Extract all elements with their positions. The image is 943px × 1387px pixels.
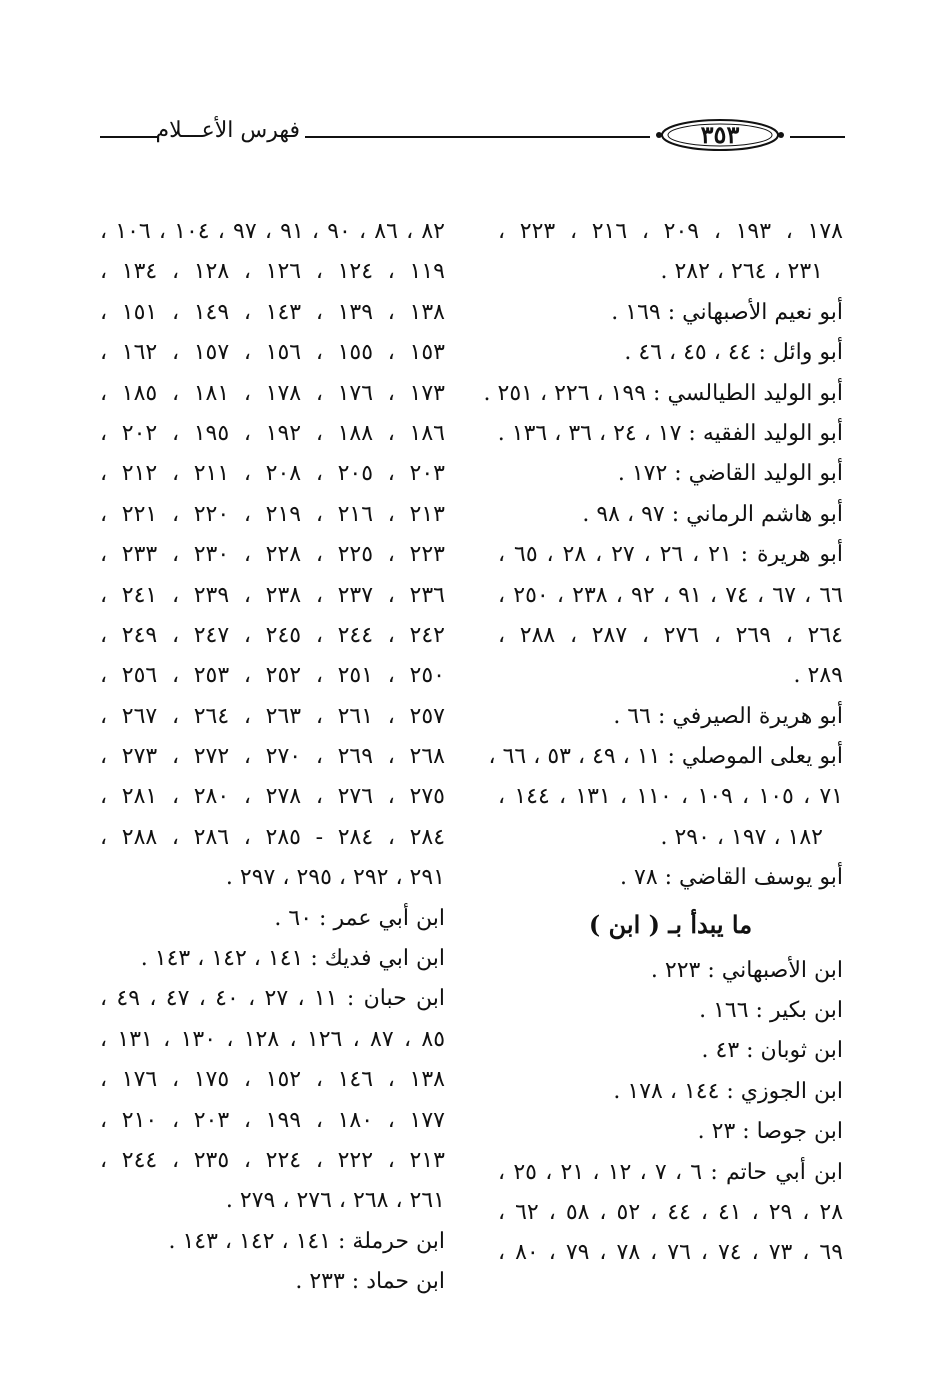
index-line: ١١٩ ، ١٢٤ ، ١٢٦ ، ١٢٨ ، ١٣٤ ، xyxy=(100,259,445,285)
index-line: ٢٣١ ، ٢٦٤ ، ٢٨٢ . xyxy=(660,259,823,285)
index-line: ٨٥ ، ٨٧ ، ١٢٦ ، ١٢٨ ، ١٣٠ ، ١٣١ ، xyxy=(100,1026,446,1052)
index-line: أبو وائل : ٤٤ ، ٤٥ ، ٤٦ . xyxy=(624,340,843,366)
index-line: ١٥٣ ، ١٥٥ ، ١٥٦ ، ١٥٧ ، ١٦٢ ، xyxy=(100,340,445,366)
index-line: أبو الوليد الفقيه : ١٧ ، ٢٤ ، ٣٦ ، ١٣٦ . xyxy=(497,420,843,446)
index-line: ٢٥٠ ، ٢٥١ ، ٢٥٢ ، ٢٥٣ ، ٢٥٦ ، xyxy=(100,663,445,689)
index-line: ٢٠٣ ، ٢٠٥ ، ٢٠٨ ، ٢١١ ، ٢١٢ ، xyxy=(100,461,445,487)
index-line: ١٨٦ ، ١٨٨ ، ١٩٢ ، ١٩٥ ، ٢٠٢ ، xyxy=(100,420,445,446)
page-number: ٣٥٣ xyxy=(700,120,740,149)
index-line: ابن الأصبهاني : ٢٢٣ . xyxy=(650,957,843,983)
page-header xyxy=(100,108,845,164)
header-rule-middle xyxy=(305,136,650,138)
index-line: ابن بكير : ١٦٦ . xyxy=(699,998,843,1024)
index-line: ٦٩ ، ٧٣ ، ٧٤ ، ٧٦ ، ٧٨ ، ٧٩ ، ٨٠ ، xyxy=(498,1240,844,1266)
right-column-entries-top xyxy=(483,212,844,899)
index-line: ابن حماد : ٢٣٣ . xyxy=(295,1269,445,1295)
index-line: أبو هريرة الصيرفي : ٦٦ . xyxy=(613,703,843,729)
index-line: ١٧٨ ، ١٩٣ ، ٢٠٩ ، ٢١٦ ، ٢٢٣ ، xyxy=(498,219,843,244)
index-line: ١٣٨ ، ١٤٦ ، ١٥٢ ، ١٧٥ ، ١٧٦ ، xyxy=(100,1067,445,1093)
index-line: ٢١٣ ، ٢١٦ ، ٢١٩ ، ٢٢٠ ، ٢٢١ ، xyxy=(100,501,445,527)
index-line: أبو يعلى الموصلي : ١١ ، ٤٩ ، ٥٣ ، ٦٦ ، xyxy=(488,744,843,770)
index-line: ١٧٧ ، ١٨٠ ، ١٩٩ ، ٢٠٣ ، ٢١٠ ، xyxy=(100,1107,445,1133)
right-column-entries-bottom xyxy=(498,951,843,1274)
index-line: ١٧٣ ، ١٧٦ ، ١٧٨ ، ١٨١ ، ١٨٥ ، xyxy=(100,380,445,406)
index-line: ٢٨٤ ، ٢٨٤ - ٢٨٥ ، ٢٨٦ ، ٢٨٨ ، xyxy=(100,824,446,850)
index-line: ٢٨ ، ٢٩ ، ٤١ ، ٤٤ ، ٥٢ ، ٥٨ ، ٦٢ ، xyxy=(498,1199,844,1225)
index-line: ٢٤٢ ، ٢٤٤ ، ٢٤٥ ، ٢٤٧ ، ٢٤٩ ، xyxy=(100,622,445,648)
index-line: ٢٢٣ ، ٢٢٥ ، ٢٢٨ ، ٢٣٠ ، ٢٣٣ ، xyxy=(100,542,445,568)
index-line: ٢٨٩ . xyxy=(793,663,843,689)
left-column-entries xyxy=(100,212,445,1303)
index-line: ١٨٢ ، ١٩٧ ، ٢٩٠ . xyxy=(660,824,823,850)
index-line: ابن ثوبان : ٤٣ . xyxy=(701,1038,843,1064)
index-line: أبو هريرة : ٢١ ، ٢٦ ، ٢٧ ، ٢٨ ، ٦٥ ، xyxy=(498,542,843,568)
index-line: ٢٦٤ ، ٢٦٩ ، ٢٧٦ ، ٢٨٧ ، ٢٨٨ ، xyxy=(498,622,843,648)
index-line: ابن الجوزي : ١٤٤ ، ١٧٨ . xyxy=(613,1078,843,1104)
index-line: ابن حبان : ١١ ، ٢٧ ، ٤٠ ، ٤٧ ، ٤٩ ، xyxy=(100,986,445,1012)
index-line: ١٣٨ ، ١٣٩ ، ١٤٣ ، ١٤٩ ، ١٥١ ، xyxy=(100,299,445,325)
index-line: أبو الوليد الطيالسي : ١٩٩ ، ٢٢٦ ، ٢٥١ . xyxy=(483,380,843,406)
index-line: ٢٧٥ ، ٢٧٦ ، ٢٧٨ ، ٢٨٠ ، ٢٨١ ، xyxy=(100,784,445,810)
index-line: ٢٦٨ ، ٢٦٩ ، ٢٧٠ ، ٢٧٢ ، ٢٧٣ ، xyxy=(100,744,445,770)
running-title: فهرس الأعـــلام xyxy=(155,118,300,143)
page-number-badge xyxy=(655,116,785,154)
index-line: ابن ابي فديك : ١٤١ ، ١٤٢ ، ١٤٣ . xyxy=(140,946,445,972)
index-line: ٢٣٦ ، ٢٣٧ ، ٢٣٨ ، ٢٣٩ ، ٢٤١ ، xyxy=(100,582,445,608)
index-column-right xyxy=(483,212,844,1274)
index-line: ابن حرملة : ١٤١ ، ١٤٢ ، ١٤٣ . xyxy=(168,1228,445,1254)
index-line: ٧١ ، ١٠٥ ، ١٠٩ ، ١١٠ ، ١٣١ ، ١٤٤ ، xyxy=(498,784,844,810)
index-line: ٢٩١ ، ٢٩٢ ، ٢٩٥ ، ٢٩٧ . xyxy=(225,865,445,891)
index-line: ابن أبي عمر : ٦٠ . xyxy=(274,905,445,931)
index-line: ٨٢ ، ٨٦ ، ٩٠ ، ٩١ ، ٩٧ ، ١٠٤ ، ١٠٦ ، xyxy=(100,219,445,244)
index-line: ٢٥٧ ، ٢٦١ ، ٢٦٣ ، ٢٦٤ ، ٢٦٧ ، xyxy=(100,703,445,729)
index-line: ٢١٣ ، ٢٢٢ ، ٢٢٤ ، ٢٣٥ ، ٢٤٤ ، xyxy=(100,1147,445,1173)
index-line: أبو يوسف القاضي : ٧٨ . xyxy=(620,865,843,891)
header-rule-right-end xyxy=(790,136,845,138)
index-line: ابن جوصا : ٢٣ . xyxy=(697,1119,843,1145)
index-line: أبو هاشم الرماني : ٩٧ ، ٩٨ . xyxy=(582,501,843,527)
index-line: ٦٦ ، ٦٧ ، ٧٤ ، ٩١ ، ٩٢ ، ٢٣٨ ، ٢٥٠ ، xyxy=(498,582,843,608)
section-heading: ما يبدأ بـ ( ابن ) xyxy=(588,909,753,939)
index-column-left xyxy=(100,212,445,1303)
index-line: ابن أبي حاتم : ٦ ، ٧ ، ١٢ ، ٢١ ، ٢٥ ، xyxy=(498,1159,844,1185)
header-rule-left-end xyxy=(100,136,158,138)
index-line: أبو الوليد القاضي : ١٧٢ . xyxy=(617,461,843,487)
index-line: ٢٦١ ، ٢٦٨ ، ٢٧٦ ، ٢٧٩ . xyxy=(225,1188,445,1214)
index-line: أبو نعيم الأصبهاني : ١٦٩ . xyxy=(611,299,843,325)
